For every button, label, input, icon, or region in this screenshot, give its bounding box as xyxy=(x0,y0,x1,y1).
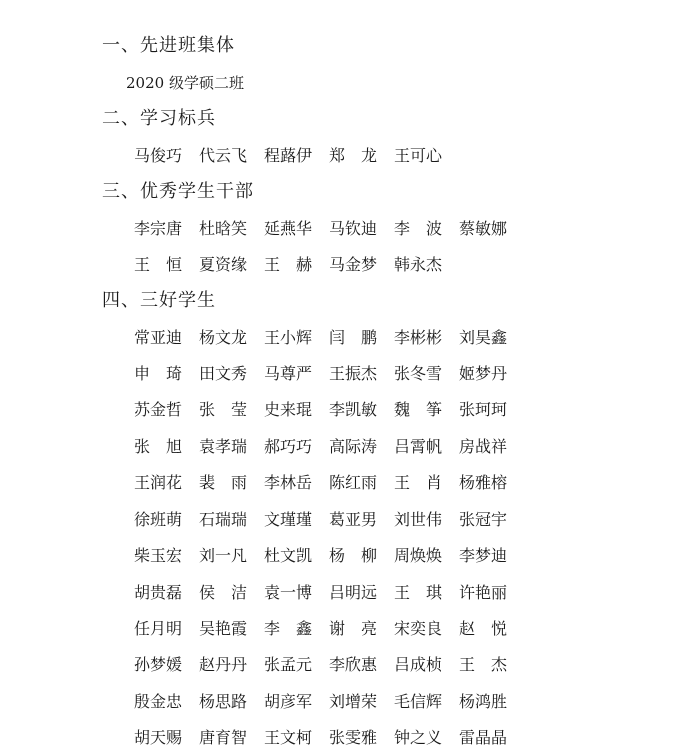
name-row xyxy=(134,508,554,532)
name-row xyxy=(134,690,554,714)
student-name: 王小辉 xyxy=(264,328,313,347)
student-name: 赵丹丹 xyxy=(199,655,248,674)
student-name: 马俊巧 xyxy=(134,146,183,165)
student-name: 马尊严 xyxy=(264,364,313,383)
student-name: 苏金哲 xyxy=(134,400,183,419)
student-name: 李梦迪 xyxy=(459,546,508,565)
student-name: 文瑾瑾 xyxy=(264,510,313,529)
student-name: 韩永杰 xyxy=(394,255,443,274)
student-name: 张冠宇 xyxy=(459,510,508,529)
section-heading-merit-students: 四、三好学生 xyxy=(102,290,216,311)
name-row xyxy=(134,398,554,422)
student-name: 石瑞瑞 xyxy=(199,510,248,529)
student-name: 张冬雪 xyxy=(394,364,443,383)
student-name: 杨 柳 xyxy=(329,546,378,565)
name-row xyxy=(134,435,554,459)
section-heading-outstanding-cadres: 三、优秀学生干部 xyxy=(102,181,254,202)
student-name: 李宗唐 xyxy=(134,219,183,238)
name-row xyxy=(134,217,554,241)
student-name: 殷金忠 xyxy=(134,692,183,711)
name-row xyxy=(134,653,554,677)
student-name: 王 恒 xyxy=(134,255,183,274)
student-name: 杨鸿胜 xyxy=(459,692,508,711)
advanced-class-item: 2020 级学硕二班 xyxy=(126,74,244,92)
student-name: 常亚迪 xyxy=(134,328,183,347)
student-name: 王 杰 xyxy=(459,655,508,674)
student-name: 姬梦丹 xyxy=(459,364,508,383)
student-name: 周焕焕 xyxy=(394,546,443,565)
student-name: 张 旭 xyxy=(134,437,183,456)
student-name: 张 莹 xyxy=(199,400,248,419)
student-name: 田文秀 xyxy=(199,364,248,383)
student-name: 张雯雅 xyxy=(329,728,378,747)
student-name: 夏资缘 xyxy=(199,255,248,274)
student-name: 胡天赐 xyxy=(134,728,183,747)
student-name: 房战祥 xyxy=(459,437,508,456)
student-name: 李 鑫 xyxy=(264,619,313,638)
student-name: 王 肖 xyxy=(394,473,443,492)
student-name: 毛信辉 xyxy=(394,692,443,711)
name-row xyxy=(134,362,554,386)
student-name: 陈红雨 xyxy=(329,473,378,492)
section-heading-advanced-class: 一、先进班集体 xyxy=(102,35,235,56)
student-name: 闫 鹏 xyxy=(329,328,378,347)
student-name: 侯 洁 xyxy=(199,583,248,602)
student-name: 刘一凡 xyxy=(199,546,248,565)
student-name: 任月明 xyxy=(134,619,183,638)
student-name: 袁一博 xyxy=(264,583,313,602)
student-name: 魏 筝 xyxy=(394,400,443,419)
student-name: 王 琪 xyxy=(394,583,443,602)
student-name: 赵 悦 xyxy=(459,619,508,638)
name-row xyxy=(134,144,554,168)
student-name: 徐班萌 xyxy=(134,510,183,529)
name-row xyxy=(134,581,554,605)
student-name: 杜晗笑 xyxy=(199,219,248,238)
student-name: 张孟元 xyxy=(264,655,313,674)
student-name: 杨雅榕 xyxy=(459,473,508,492)
student-name: 郝巧巧 xyxy=(264,437,313,456)
student-name: 许艳丽 xyxy=(459,583,508,602)
student-name: 胡彦军 xyxy=(264,692,313,711)
name-row xyxy=(134,544,554,568)
student-name: 程蕗伊 xyxy=(264,146,313,165)
student-name: 王振杰 xyxy=(329,364,378,383)
student-name: 吕霄帆 xyxy=(394,437,443,456)
student-name: 刘昊鑫 xyxy=(459,328,508,347)
student-name: 雷晶晶 xyxy=(459,728,508,747)
name-row xyxy=(134,617,554,641)
student-name: 孙梦媛 xyxy=(134,655,183,674)
student-name: 刘增荣 xyxy=(329,692,378,711)
name-row xyxy=(134,326,554,350)
student-name: 蔡敏娜 xyxy=(459,219,508,238)
student-name: 杨思路 xyxy=(199,692,248,711)
student-name: 马钦迪 xyxy=(329,219,378,238)
section-heading-study-models: 二、学习标兵 xyxy=(102,108,216,129)
student-name: 杜文凯 xyxy=(264,546,313,565)
student-name: 刘世伟 xyxy=(394,510,443,529)
student-name: 张珂珂 xyxy=(459,400,508,419)
student-name: 宋奕良 xyxy=(394,619,443,638)
student-name: 高际涛 xyxy=(329,437,378,456)
name-row xyxy=(134,253,554,277)
student-name: 谢 亮 xyxy=(329,619,378,638)
student-name: 李欣惠 xyxy=(329,655,378,674)
student-name: 王 赫 xyxy=(264,255,313,274)
student-name: 李 波 xyxy=(394,219,443,238)
student-name: 裴 雨 xyxy=(199,473,248,492)
student-name: 杨文龙 xyxy=(199,328,248,347)
student-name: 柴玉宏 xyxy=(134,546,183,565)
student-name: 唐育智 xyxy=(199,728,248,747)
student-name: 袁孝瑞 xyxy=(199,437,248,456)
student-name: 王可心 xyxy=(394,146,443,165)
student-name: 吕成桢 xyxy=(394,655,443,674)
student-name: 代云飞 xyxy=(199,146,248,165)
student-name: 吴艳霞 xyxy=(199,619,248,638)
student-name: 李林岳 xyxy=(264,473,313,492)
name-row xyxy=(134,726,554,750)
student-name: 王文柯 xyxy=(264,728,313,747)
student-name: 马金梦 xyxy=(329,255,378,274)
student-name: 郑 龙 xyxy=(329,146,378,165)
student-name: 史来琨 xyxy=(264,400,313,419)
student-name: 李凯敏 xyxy=(329,400,378,419)
student-name: 吕明远 xyxy=(329,583,378,602)
student-name: 申 琦 xyxy=(134,364,183,383)
student-name: 葛亚男 xyxy=(329,510,378,529)
student-name: 胡贵磊 xyxy=(134,583,183,602)
student-name: 王润花 xyxy=(134,473,183,492)
name-row xyxy=(134,471,554,495)
student-name: 钟之义 xyxy=(394,728,443,747)
student-name: 延燕华 xyxy=(264,219,313,238)
student-name: 李彬彬 xyxy=(394,328,443,347)
